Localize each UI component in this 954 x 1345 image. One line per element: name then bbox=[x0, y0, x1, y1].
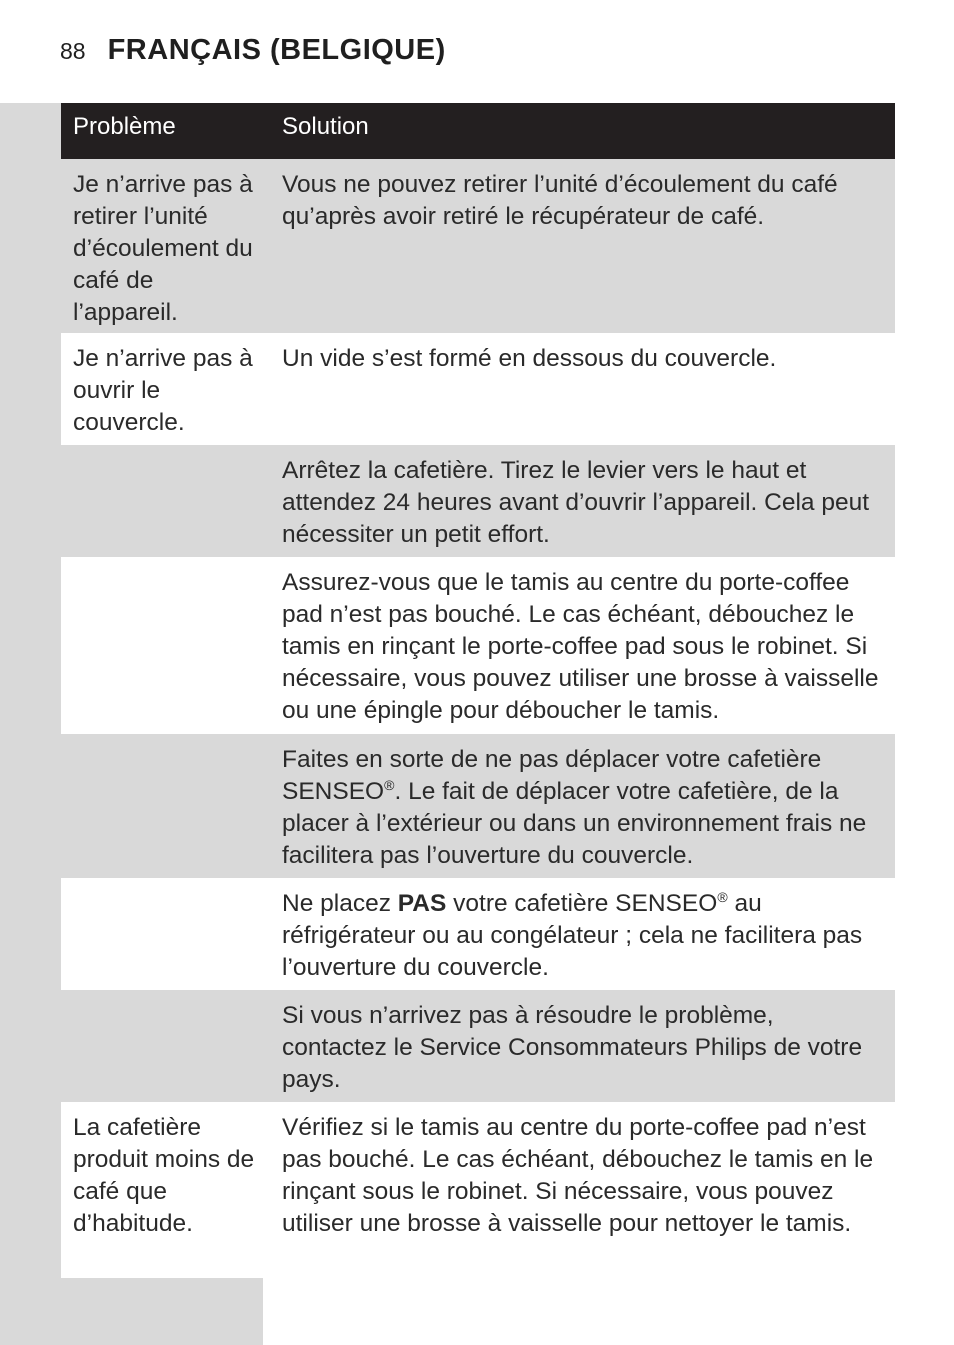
table-row bbox=[61, 159, 895, 333]
registered-mark: ® bbox=[384, 776, 395, 793]
table-row bbox=[61, 878, 895, 990]
solution-cell: Un vide s’est formé en dessous du couvercle. bbox=[263, 333, 895, 445]
registered-mark: ® bbox=[717, 888, 728, 905]
solution-cell: Vérifiez si le tamis au centre du porte-coffee pad n’est pas bouché. Le cas échéant, débouchez le tamis en le rinçant sous le robinet. Si nécessaire, vous pouvez utiliser une brosse à vaisselle pour nettoyer le tamis. bbox=[263, 1102, 895, 1278]
problem-cell: Je n’arrive pas à retirer l’unité d’écoulement du café de l’appareil. bbox=[61, 159, 263, 333]
solution-text: . Le fait de déplacer votre cafetière, de la placer à l’extérieur ou dans un environnement frais ne facilitera pas l’ouverture du couvercle. bbox=[282, 778, 867, 869]
problem-cell bbox=[61, 734, 263, 878]
solution-text: Ne placez bbox=[282, 890, 398, 917]
table-row bbox=[61, 557, 895, 734]
table-row bbox=[61, 990, 895, 1102]
section-title: FRANÇAIS (BELGIQUE) bbox=[107, 34, 446, 66]
problem-cell bbox=[61, 878, 263, 990]
page-header bbox=[60, 34, 446, 74]
problem-cell: Je n’arrive pas à ouvrir le couvercle. bbox=[61, 333, 263, 445]
table-row bbox=[61, 333, 895, 445]
table-header bbox=[61, 103, 895, 159]
problem-cell: La cafetière produit moins de café que d’habitude. bbox=[61, 1102, 263, 1278]
problem-cell bbox=[61, 445, 263, 557]
problem-cell bbox=[61, 990, 263, 1102]
column-header-problem: Problème bbox=[73, 113, 176, 140]
solution-cell bbox=[263, 878, 895, 990]
table-row bbox=[61, 734, 895, 878]
page-number: 88 bbox=[60, 38, 86, 64]
solution-text: Faites en sorte de ne pas déplacer votre cafetière SENSEO bbox=[282, 746, 822, 805]
solution-cell: Vous ne pouvez retirer l’unité d’écoulement du café qu’après avoir retiré le récupérateur de café. bbox=[263, 159, 895, 333]
problem-cell bbox=[61, 557, 263, 734]
solution-cell bbox=[263, 734, 895, 878]
solution-cell: Assurez-vous que le tamis au centre du porte-coffee pad n’est pas bouché. Le cas échéant, débouchez le tamis en rinçant le porte-coffee pad sous le robinet. Si nécessaire, vous pouvez utiliser une brosse à vaisselle ou une épingle pour déboucher le tamis. bbox=[263, 557, 895, 734]
solution-text: votre cafetière SENSEO bbox=[446, 890, 718, 917]
troubleshooting-table bbox=[61, 103, 895, 1278]
solution-text: au réfrigérateur ou au congélateur ; cela ne facilitera pas l’ouverture du couvercle. bbox=[282, 890, 863, 981]
table-row bbox=[61, 1102, 895, 1278]
column-header-solution: Solution bbox=[282, 113, 369, 140]
solution-cell: Si vous n’arrivez pas à résoudre le problème, contactez le Service Consommateurs Philips de votre pays. bbox=[263, 990, 895, 1102]
emphasis-text: PAS bbox=[397, 890, 447, 917]
table-row bbox=[61, 445, 895, 557]
solution-cell: Arrêtez la cafetière. Tirez le levier vers le haut et attendez 24 heures avant d’ouvrir l’appareil. Cela peut nécessiter un petit effort. bbox=[263, 445, 895, 557]
